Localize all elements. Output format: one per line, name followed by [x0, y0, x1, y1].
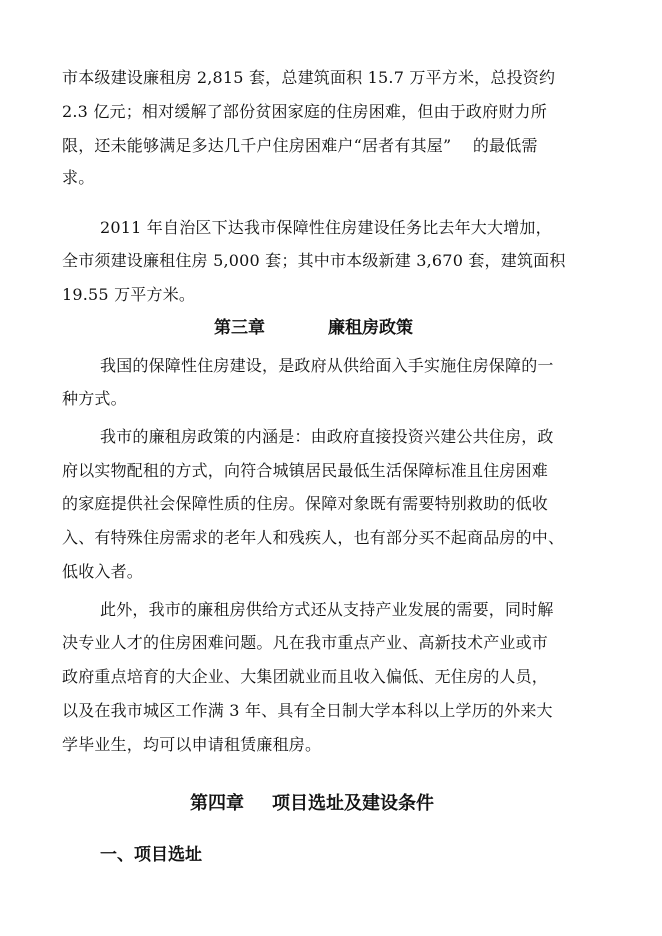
- chapter-3-number: 第三章: [214, 318, 265, 338]
- paragraph-4-line-3: 的家庭提供社会保障性质的住房。保障对象既有需要特别救助的低收: [62, 494, 549, 513]
- paragraph-4-line-4: 入、有特殊住房需求的老年人和残疾人，也有部分买不起商品房的中、: [62, 528, 565, 547]
- paragraph-5-line-5: 学毕业生，均可以申请租赁廉租房。: [62, 735, 322, 754]
- paragraph-4-line-1: 我市的廉租房政策的内涵是：由政府直接投资兴建公共住房，政: [100, 427, 554, 446]
- paragraph-1-line-3: 限，还未能够满足多达几千户住房困难户“居者有其屋” 的最低需: [62, 136, 538, 155]
- paragraph-4-line-5: 低收入者。: [62, 562, 144, 581]
- paragraph-5-line-1: 此外，我市的廉租房供给方式还从支持产业发展的需要，同时解: [100, 600, 554, 619]
- paragraph-1-line-1: 市本级建设廉租房 2,815 套，总建筑面积 15.7 万平方米，总投资约: [62, 68, 556, 87]
- paragraph-1-line-4: 求。: [62, 168, 95, 187]
- chapter-3-title: 廉租房政策: [328, 318, 413, 338]
- chapter-4-title: 项目选址及建设条件: [272, 793, 434, 814]
- paragraph-2-line-1: 2011 年自治区下达我市保障性住房建设任务比去年大大增加，: [100, 218, 552, 237]
- paragraph-3-line-1: 我国的保障性住房建设，是政府从供给面入手实施住房保障的一: [100, 356, 554, 375]
- section-1-title: 一、项目选址: [100, 845, 202, 865]
- paragraph-4-line-2: 府以实物配租的方式，向符合城镇居民最低生活保障标准且住房困难: [62, 461, 549, 480]
- paragraph-5-line-2: 决专业人才的住房困难问题。凡在我市重点产业、高新技术产业或市: [62, 633, 549, 652]
- paragraph-2-line-2: 全市须建设廉租住房 5,000 套；其中市本级新建 3,670 套，建筑面积: [62, 251, 566, 270]
- paragraph-2-line-3: 19.55 万平方米。: [62, 285, 196, 304]
- paragraph-1-line-2: 2.3 亿元；相对缓解了部份贫困家庭的住房困难，但由于政府财力所: [62, 102, 547, 121]
- paragraph-5-line-4: 以及在我市城区工作满 3 年、具有全日制大学本科以上学历的外来大: [62, 701, 553, 720]
- paragraph-5-line-3: 政府重点培育的大企业、大集团就业而且收入偏低、无住房的人员，: [62, 667, 549, 686]
- chapter-4-number: 第四章: [190, 793, 244, 814]
- paragraph-3-line-2: 种方式。: [62, 389, 127, 408]
